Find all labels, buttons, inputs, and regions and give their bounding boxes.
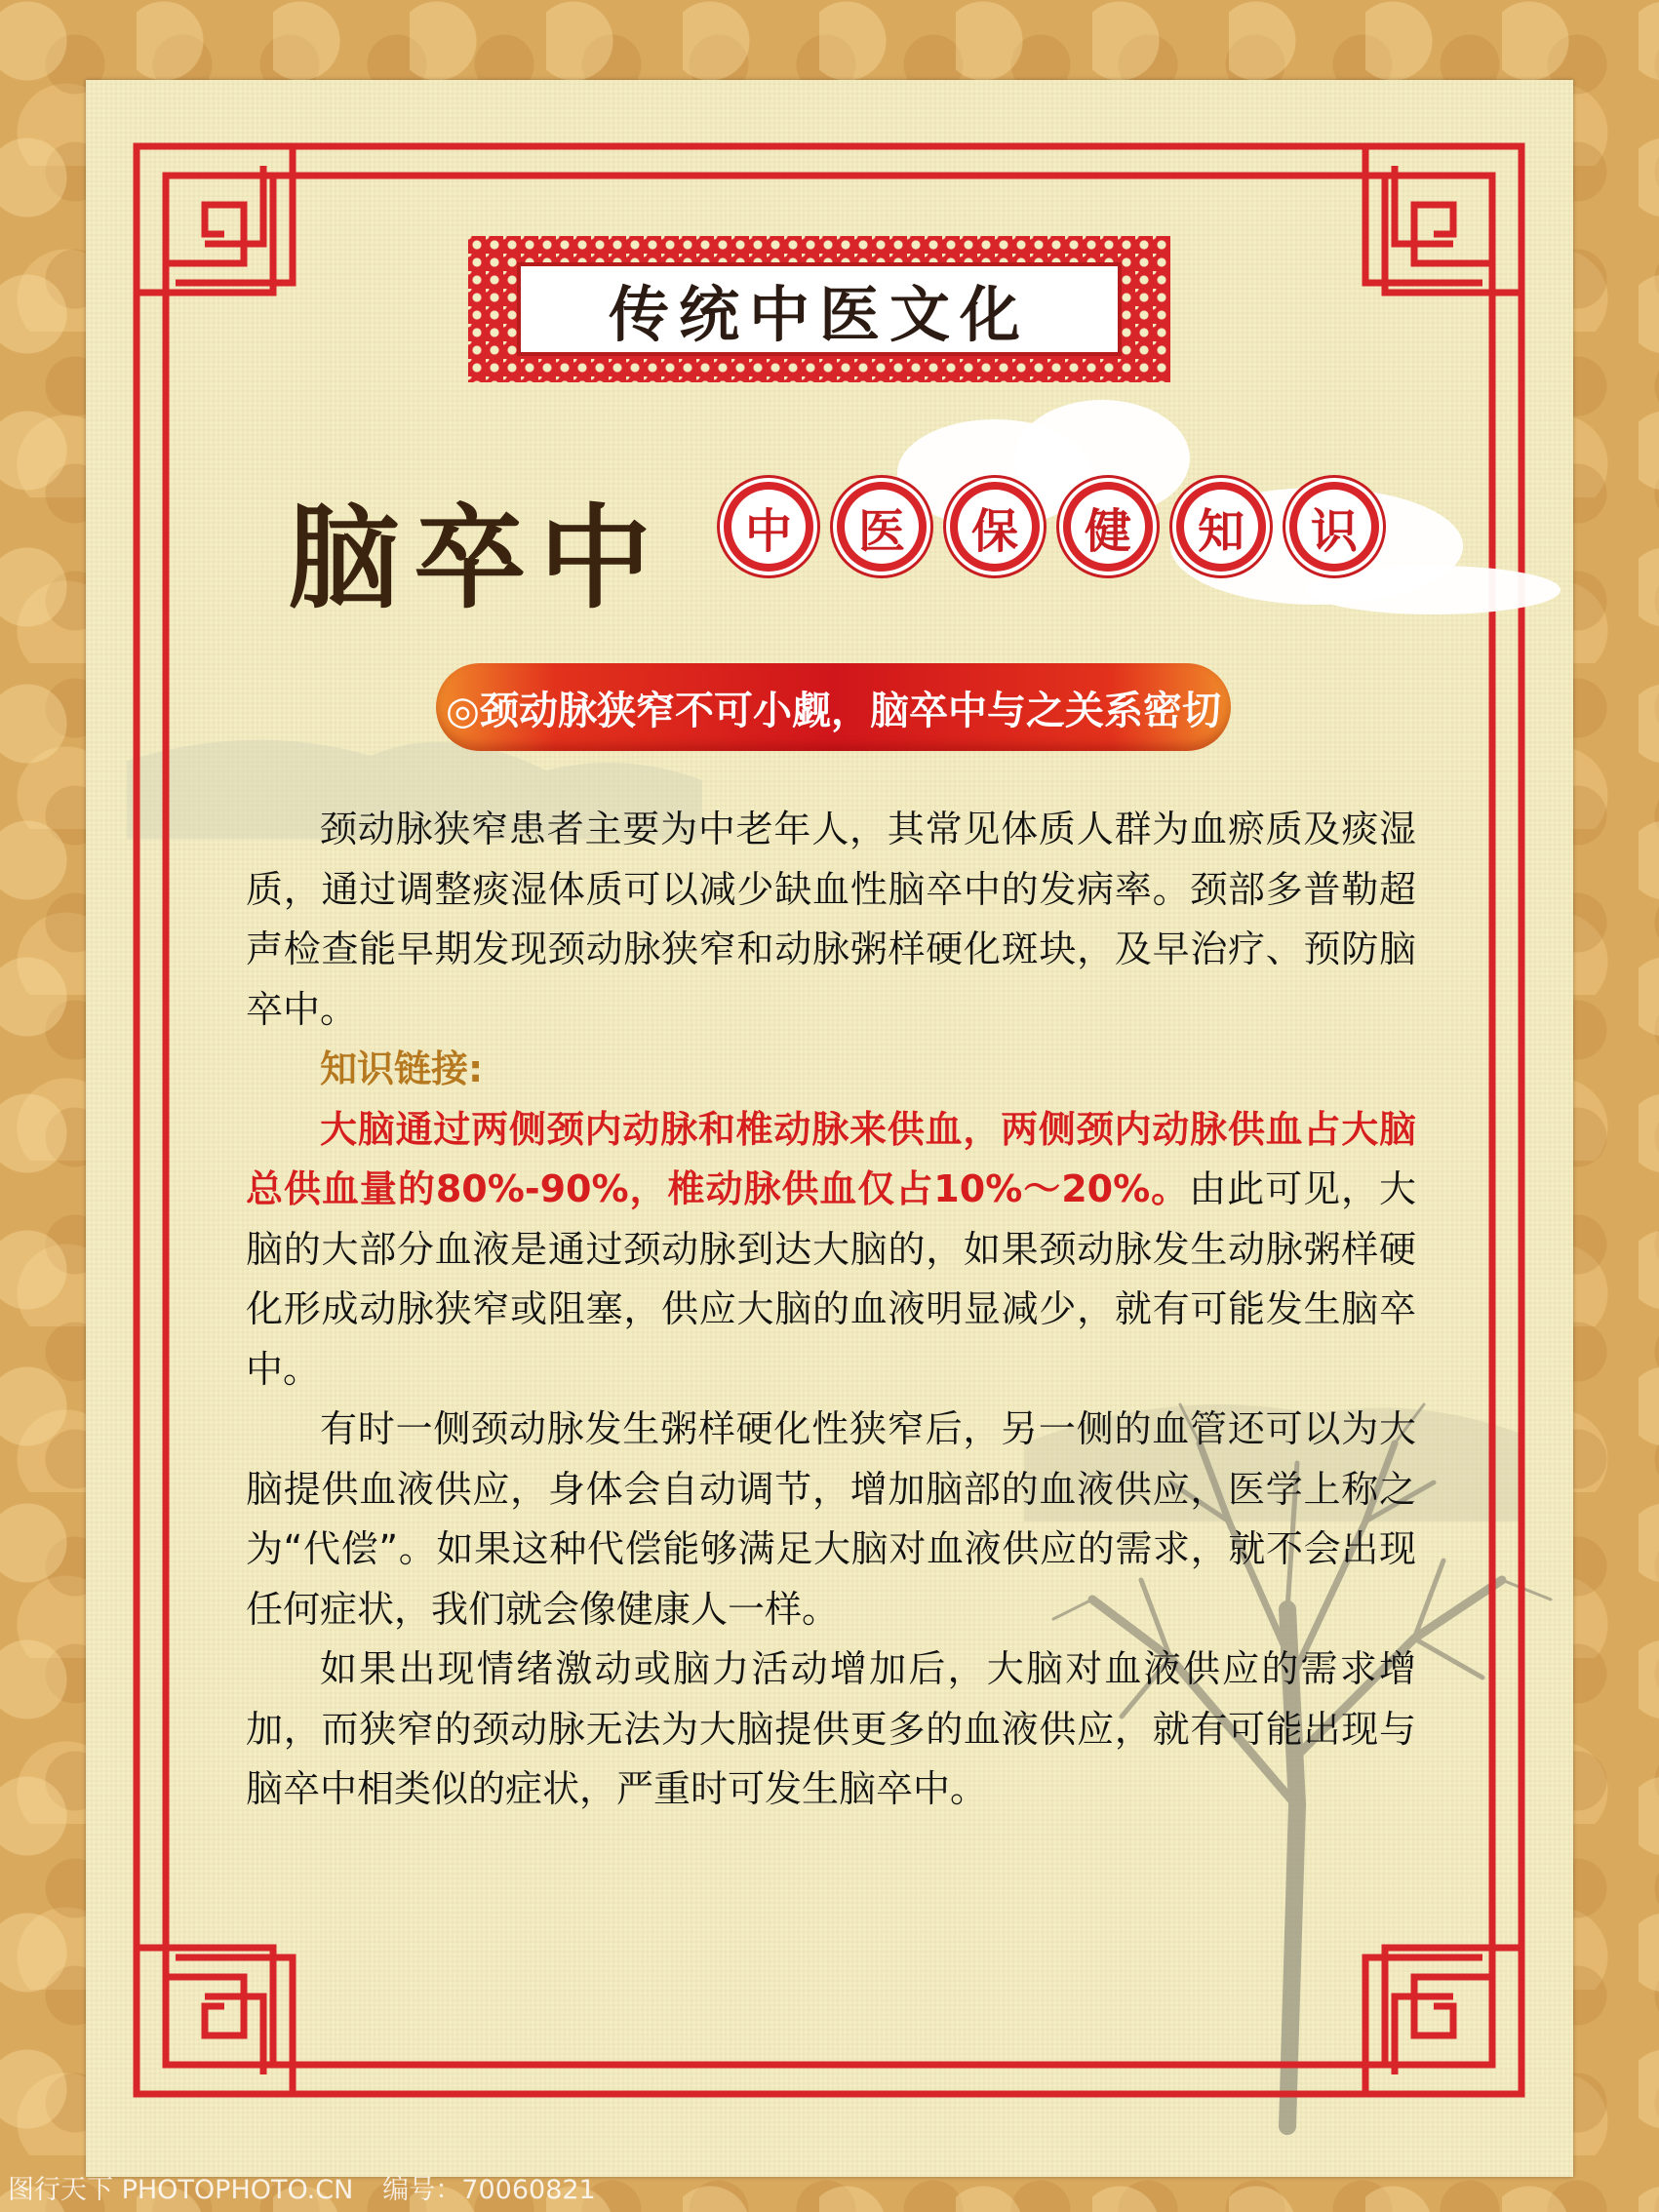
- circle-char: 中: [720, 478, 817, 575]
- circle-char: 医: [833, 478, 930, 575]
- main-title: 脑卒中: [288, 493, 666, 624]
- section-subtitle: ◎颈动脉狭窄不可小觑，脑卒中与之关系密切: [436, 663, 1231, 751]
- watermark-site: 图行天下 PHOTOPHOTO.CN: [8, 2174, 354, 2205]
- knowledge-link-label: 知识链接:: [320, 1047, 484, 1090]
- circle-char: 识: [1285, 478, 1383, 575]
- article-body: [246, 800, 1416, 1820]
- watermark-id: 编号：70060821: [382, 2174, 596, 2205]
- banner-title: 传统中医文化: [517, 262, 1122, 356]
- watermark-bar: [0, 2165, 1659, 2208]
- paragraph: 颈动脉狭窄患者主要为中老年人，其常见体质人群为血瘀质及痰湿质，通过调整痰湿体质可以减少缺血性脑卒中的发病率。颈部多普勒超声检查能早期发现颈动脉狭窄和动脉粥样硬化斑块，及早治疗、预防脑卒中。: [246, 808, 1416, 1031]
- knowledge-circles: [720, 478, 1383, 575]
- circle-char: 健: [1059, 478, 1157, 575]
- circle-char: 知: [1172, 478, 1270, 575]
- paragraph: 有时一侧颈动脉发生粥样硬化性狭窄后，另一侧的血管还可以为大脑提供血液供应，身体会自动调节，增加脑部的血液供应，医学上称之为“代偿”。如果这种代偿能够满足大脑对血液供应的需求，就不会出现任何症状，我们就会像健康人一样。: [246, 1407, 1416, 1631]
- title-banner: [468, 236, 1170, 382]
- highlight-text: 大脑通过两侧颈内动脉和椎动脉来供血，两侧颈内动脉供血占大脑总供血量的80%-90%，椎动脉供血仅占10%～20%。: [246, 1107, 1416, 1210]
- circle-char: 保: [946, 478, 1044, 575]
- paragraph: 如果出现情绪激动或脑力活动增加后，大脑对血液供应的需求增加，而狭窄的颈动脉无法为大脑提供更多的血液供应，就有可能出现与脑卒中相类似的症状，严重时可发生脑卒中。: [246, 1647, 1416, 1810]
- paragraph-text: 由此可见，大脑的大部分血液是通过颈动脉到达大脑的，如果颈动脉发生动脉粥样硬化形成动脉狭窄或阻塞，供应大脑的血液明显减少，就有可能发生脑卒中。: [246, 1167, 1416, 1391]
- paragraph: [246, 1100, 1416, 1401]
